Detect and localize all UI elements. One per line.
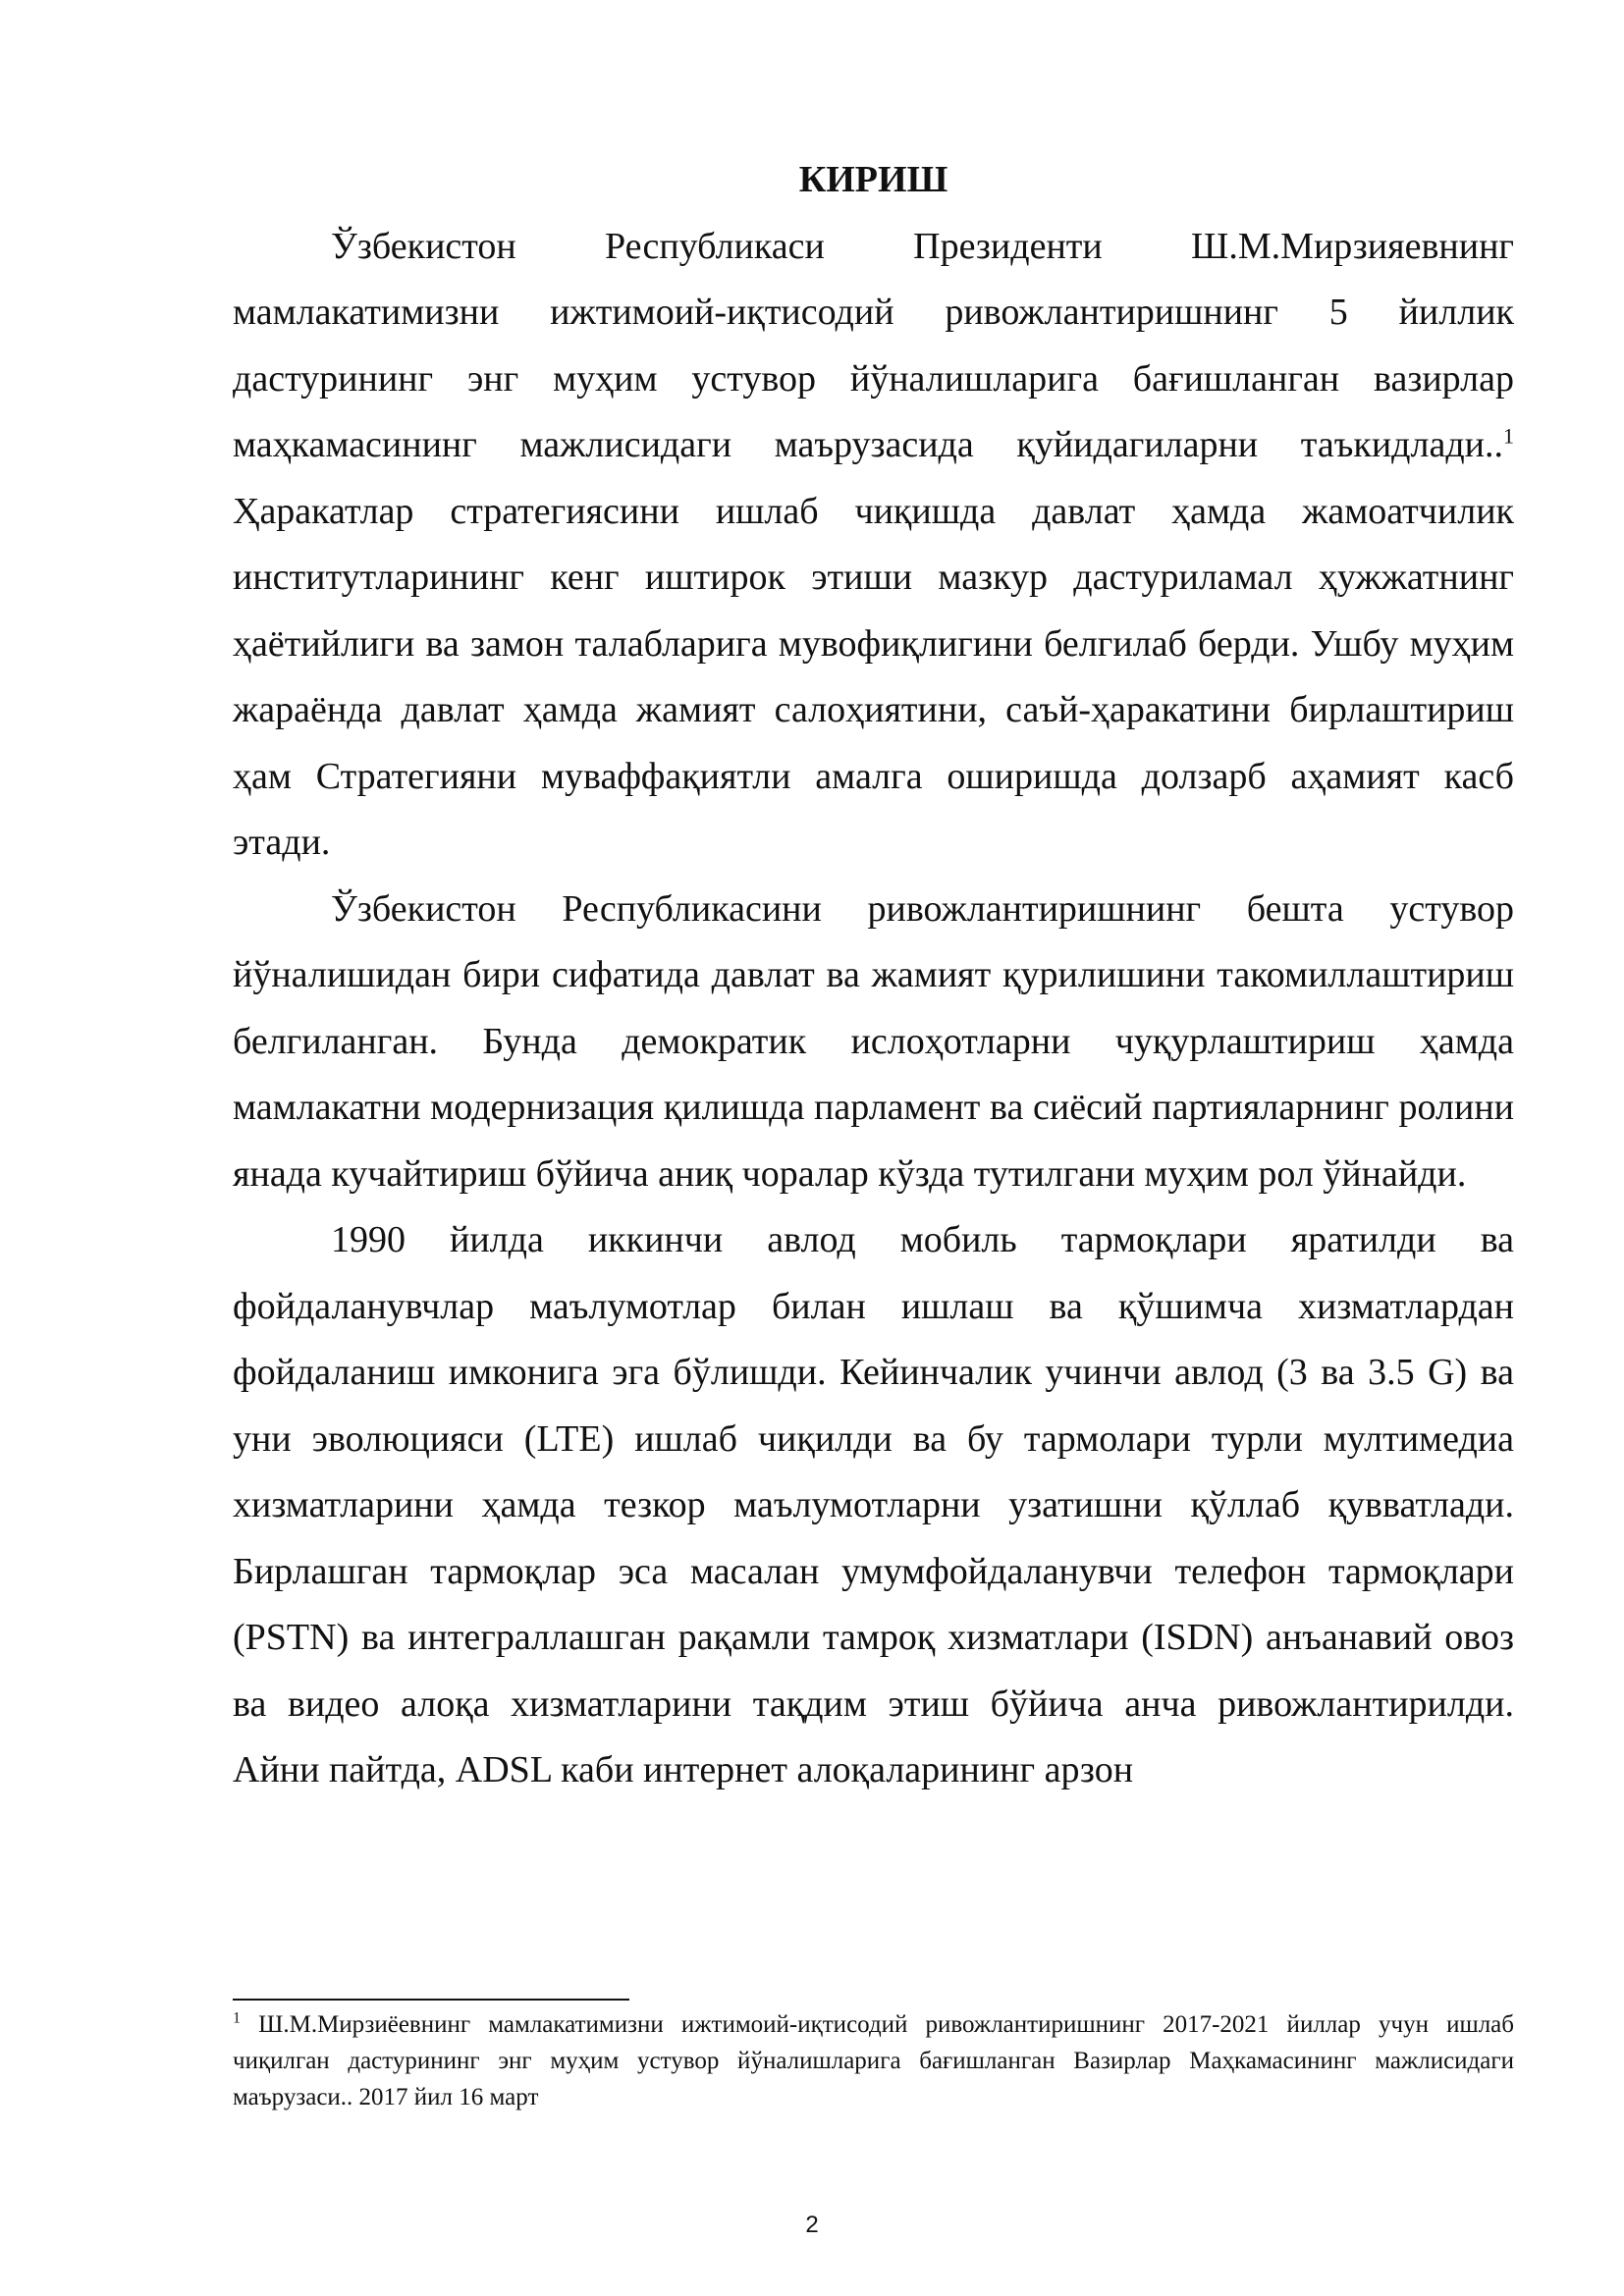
page-title: КИРИШ [798, 159, 948, 200]
paragraph-3: 1990 йилда иккинчи авлод мобиль тармоқлари яратилди ва фойдаланувчлар маълумотлар билан ишлаш ва қўшимча хизматлардан фойдаланиш имконига эга бўлишди. Кейинчалик учинчи авлод (3 ва 3.5 G) ва уни эволюцияси (LTE) ишлаб чиқилди ва бу тармолари турли мултимедиа хизматларини ҳамда тезкор маълумотларни узатишни қўллаб қувватлади. Бирлашган тармоқлар эса масалан умумфойдаланувчи телефон тармоқлари (PSTN) ва интеграллашган рақамли тамроқ хизматлари (ISDN) анъанавий овоз ва видео алоқа хизматларини тақдим этиш бўйича анча ривожлантирилди. Айни пайтда, ADSL каби интернет алоқаларининг арзон [233, 1219, 1514, 1790]
footnote-separator [233, 1999, 629, 2001]
paragraph-1-continuation: Ҳаракатлар стратегиясини ишлаб чиқишда давлат ҳамда жамоатчилик институтларининг кенг иштирок этиши мазкур дастуриламал ҳужжатнинг ҳаётийлиги ва замон талабларига мувофиқлигини белгилаб берди. Ушбу муҳим жараёнда давлат ҳамда жамият салоҳиятини, саъй-ҳаракатини бирлаштириш ҳам Стратегияни муваффақиятли амалга оширишда долзарб аҳамият касб этади. [233, 490, 1514, 863]
page-body [233, 147, 1514, 1804]
page-number: 2 [805, 2212, 819, 2238]
footnote-text: Ш.М.Мирзиёевнинг мамлакатимизни ижтимоий-иқтисодий ривожлантиришнинг 2017-2021 йиллар учун ишлаб чиқилган дастурининг энг муҳим устувор йўналишларига бағишланган Вазирлар Маҳкамасининг мажлисидаги маърузаси.. 2017 йил 16 март [233, 2011, 1514, 2110]
footnote-reference[interactable]: 1 [1503, 423, 1514, 449]
paragraph-1-text: Ўзбекистон Республикаси Президенти Ш.М.Мирзияевнинг мамлакатимизни ижтимоий-иқтисодий ривожлантиришнинг 5 йиллик дастурининг энг муҳим устувор йўналишларига бағишланган вазирлар маҳкамасининг мажлисидаги маърузасида қуйидагиларни таъкидлади.. [233, 225, 1514, 465]
footnote [233, 2006, 1514, 2115]
paragraph-2: Ўзбекистон Республикасини ривожлантиришнинг бешта устувор йўналишидан бири сифатида давлат ва жамият қурилишини такомиллаштириш белгиланган. Бунда демократик ислоҳотларни чуқурлаштириш ҳамда мамлакатни модернизация қилишда парламент ва сиёсий партияларнинг ролини янада кучайтириш бўйича аниқ чоралар кўзда тутилгани муҳим рол ўйнайди. [233, 887, 1514, 1195]
paragraph-1 [233, 214, 1514, 877]
footnote-mark: 1 [233, 2009, 241, 2027]
